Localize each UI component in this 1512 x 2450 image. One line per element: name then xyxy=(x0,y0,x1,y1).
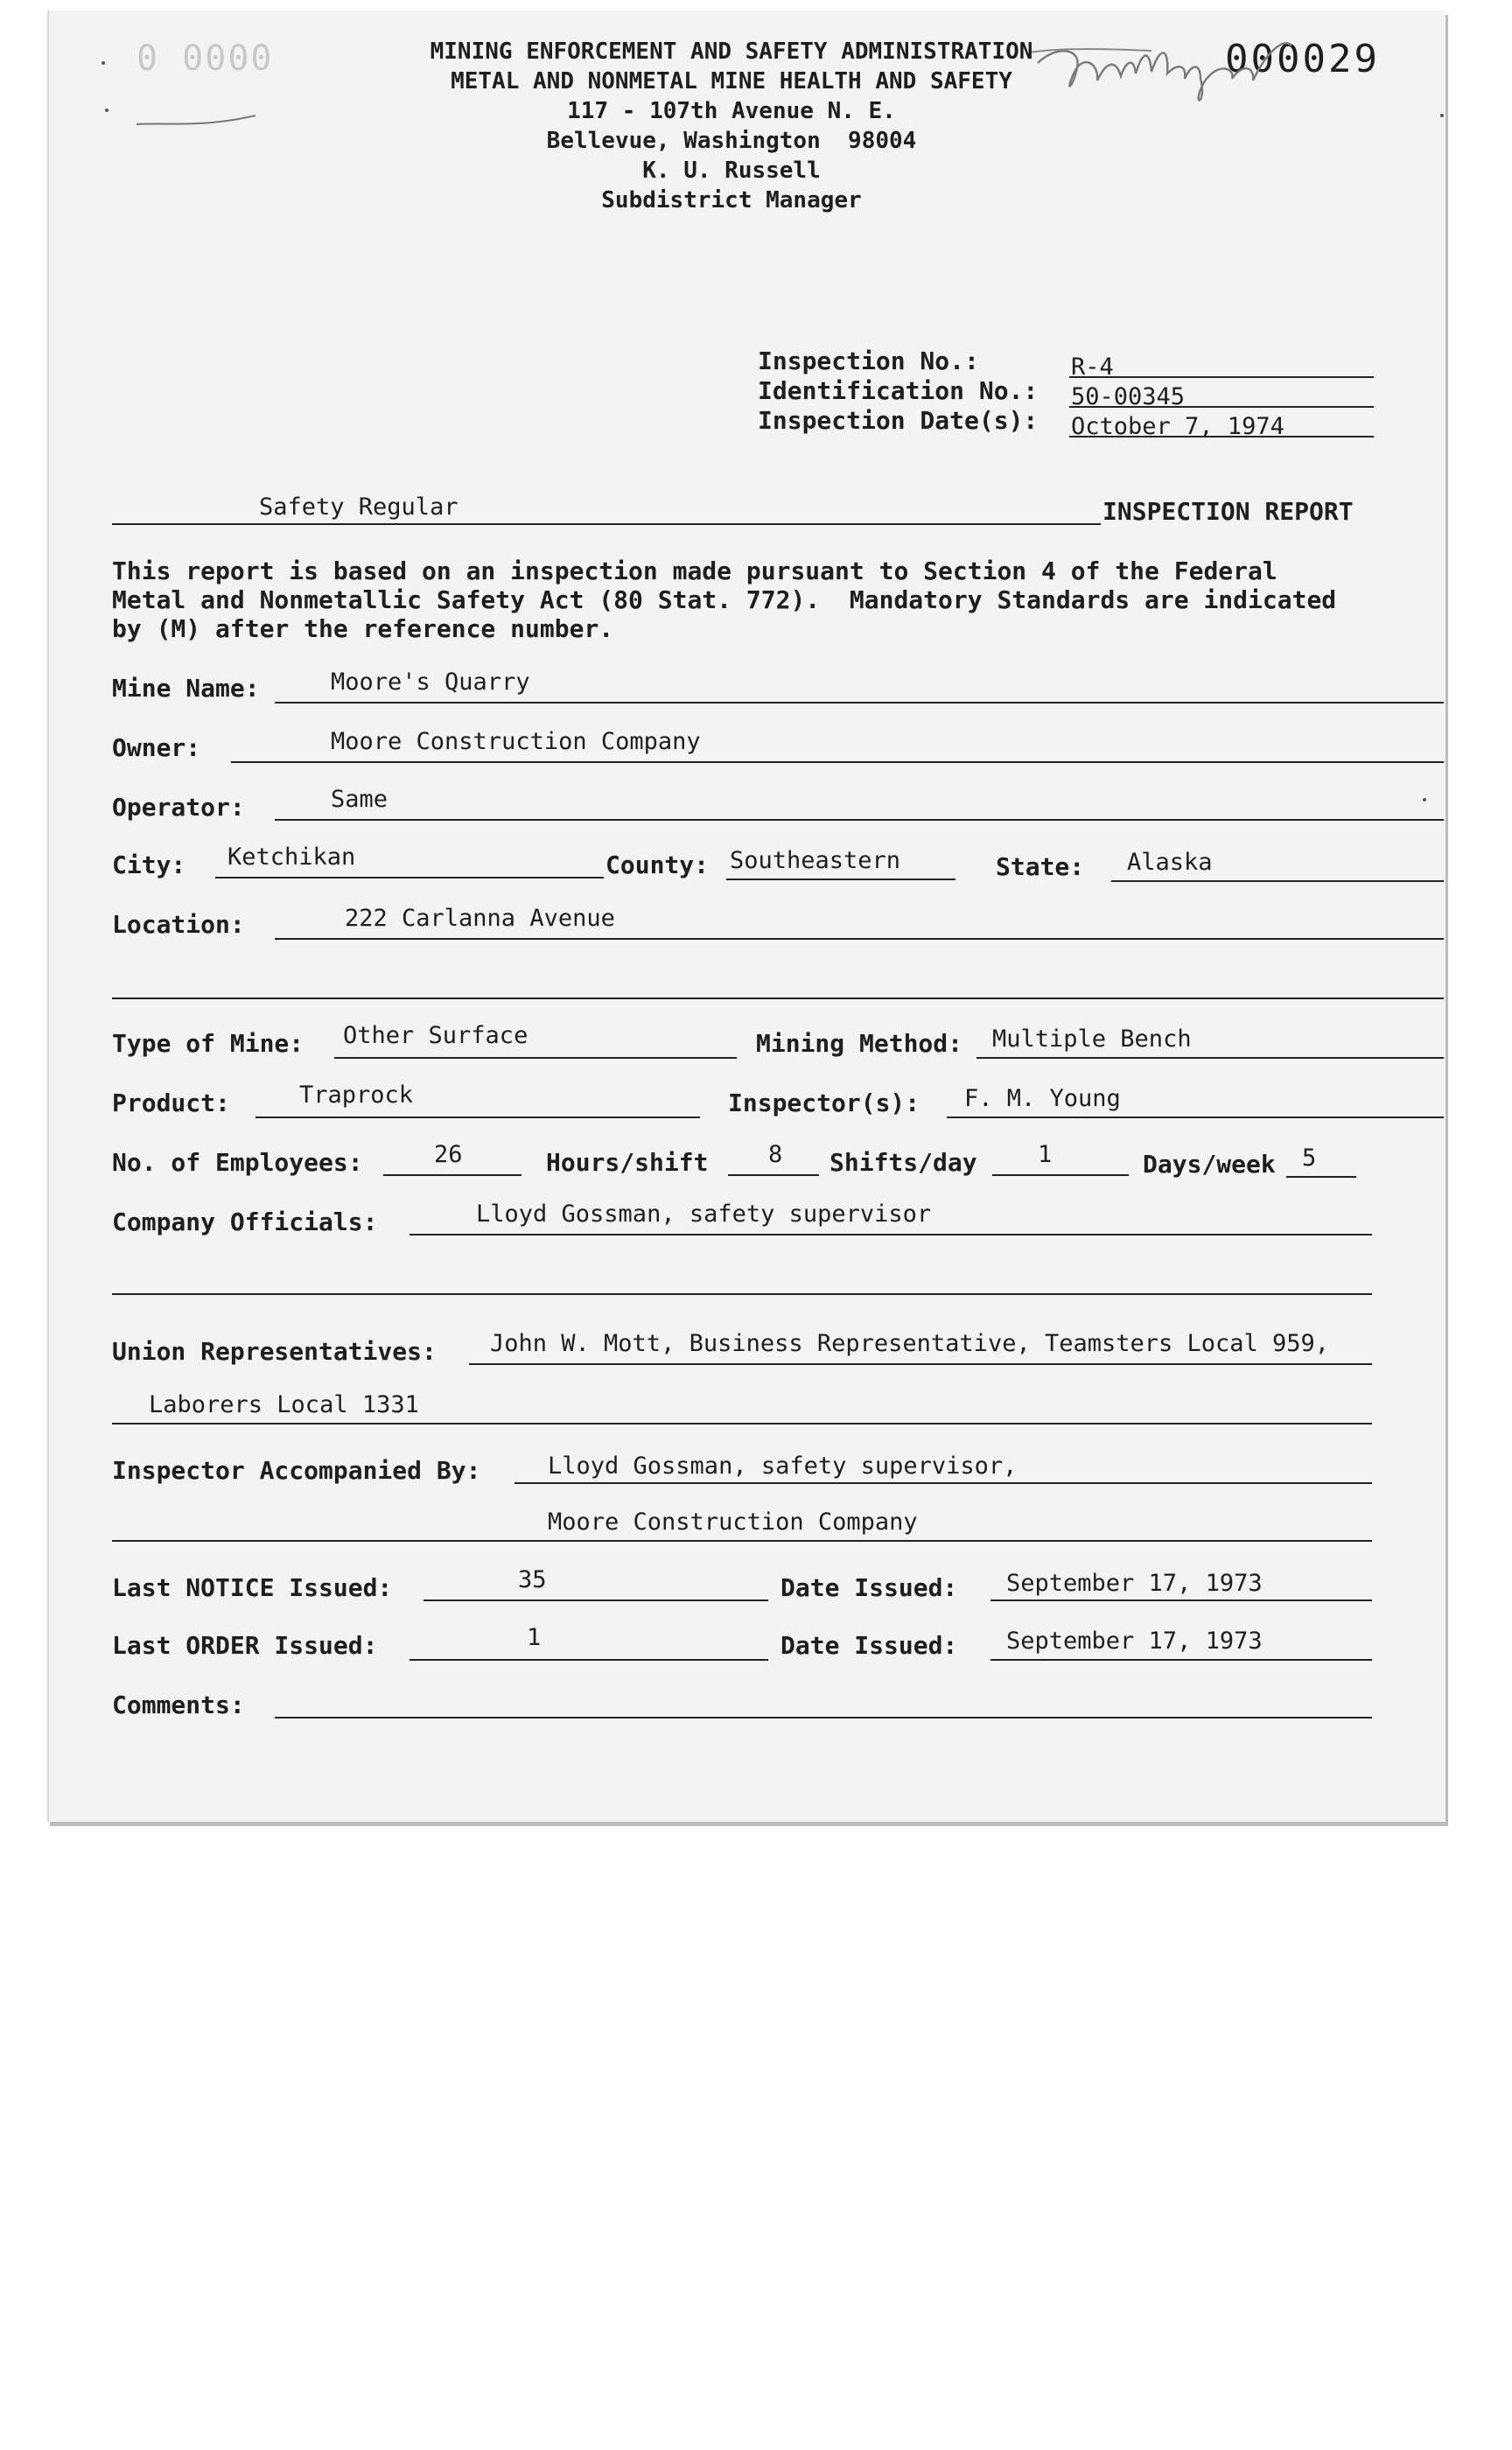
inspection-no-label: Inspection No.: xyxy=(758,346,979,375)
mining-method-line xyxy=(976,1057,1444,1059)
inspection-dates-line xyxy=(1069,436,1374,438)
union-reps-value-2: Laborers Local 1331 xyxy=(149,1391,419,1418)
inspectors-value: F. M. Young xyxy=(964,1085,1121,1112)
mining-method-value: Multiple Bench xyxy=(992,1026,1192,1053)
notice-date-line xyxy=(990,1600,1372,1601)
company-officials-line-2 xyxy=(112,1293,1372,1295)
state-value: Alaska xyxy=(1127,849,1213,876)
product-line xyxy=(256,1116,700,1118)
order-date-line xyxy=(990,1659,1372,1661)
hours-shift-label: Hours/shift xyxy=(546,1148,709,1177)
office-address: 117 - 107th Avenue N. E. xyxy=(567,98,896,124)
inspection-dates-label: Inspection Date(s): xyxy=(758,406,1039,435)
county-value: Southeastern xyxy=(730,847,901,874)
order-date-label: Date Issued: xyxy=(780,1631,958,1660)
last-notice-line xyxy=(424,1600,768,1601)
product-value: Traprock xyxy=(299,1082,414,1109)
identification-no-value: 50-00345 xyxy=(1071,383,1186,410)
union-reps-value-1: John W. Mott, Business Representative, Teamsters Local 959, xyxy=(490,1330,1330,1357)
mine-name-label: Mine Name: xyxy=(112,674,260,703)
document-number-stamp: 000029 xyxy=(1225,37,1380,81)
comments-label: Comments: xyxy=(112,1690,245,1719)
manager-title: Subdistrict Manager xyxy=(601,187,862,214)
faded-page-stamp: 0 0000 xyxy=(136,38,274,79)
intro-line-2: Metal and Nonmetallic Safety Act (80 Stat. 772). Mandatory Standards are indicated xyxy=(112,585,1337,614)
report-type: Safety Regular xyxy=(259,494,458,521)
accompanied-value-1: Lloyd Gossman, safety supervisor, xyxy=(548,1452,1018,1480)
union-reps-line-2 xyxy=(112,1423,1372,1424)
order-date-value: September 17, 1973 xyxy=(1006,1628,1263,1655)
inspectors-label: Inspector(s): xyxy=(728,1088,920,1117)
city-line xyxy=(215,877,604,878)
accompanied-label: Inspector Accompanied By: xyxy=(112,1456,481,1485)
union-reps-line xyxy=(469,1363,1372,1365)
last-notice-label: Last NOTICE Issued: xyxy=(112,1573,393,1602)
accompanied-line-2 xyxy=(112,1540,1372,1542)
inspection-dates-value: October 7, 1974 xyxy=(1071,413,1284,440)
type-of-mine-line xyxy=(334,1057,737,1059)
location-line xyxy=(275,938,1444,940)
report-type-line xyxy=(112,523,1101,525)
city-value: Ketchikan xyxy=(228,844,356,871)
county-line xyxy=(726,878,956,880)
notice-date-label: Date Issued: xyxy=(780,1573,958,1602)
days-week-label: Days/week xyxy=(1143,1150,1276,1179)
last-notice-value: 35 xyxy=(518,1566,547,1593)
company-officials-line xyxy=(410,1234,1372,1236)
office-city-state: Bellevue, Washington 98004 xyxy=(546,128,917,154)
hours-shift-value: 8 xyxy=(768,1141,783,1168)
identification-no-line xyxy=(1069,406,1374,408)
owner-label: Owner: xyxy=(112,733,201,762)
shifts-day-value: 1 xyxy=(1038,1141,1053,1168)
days-week-value: 5 xyxy=(1302,1144,1317,1172)
intro-line-1: This report is based on an inspection made pursuant to Section 4 of the Federal xyxy=(112,556,1278,585)
operator-value: Same xyxy=(331,786,388,813)
employees-line xyxy=(383,1174,522,1176)
shifts-day-label: Shifts/day xyxy=(830,1148,977,1177)
last-order-line xyxy=(410,1659,768,1661)
division-name: METAL AND NONMETAL MINE HEALTH AND SAFETY xyxy=(451,68,1012,94)
mine-name-line xyxy=(275,702,1444,704)
agency-name: MINING ENFORCEMENT AND SAFETY ADMINISTRATION xyxy=(430,38,1033,65)
days-week-line xyxy=(1286,1176,1356,1178)
product-label: Product: xyxy=(112,1088,230,1117)
operator-label: Operator: xyxy=(112,793,245,822)
location-value: 222 Carlanna Avenue xyxy=(345,905,615,932)
mine-name-value: Moore's Quarry xyxy=(331,668,530,696)
scan-speck xyxy=(1440,114,1444,117)
comments-line xyxy=(275,1717,1372,1718)
inspection-no-line xyxy=(1069,376,1374,378)
owner-line xyxy=(231,761,1444,763)
notice-date-value: September 17, 1973 xyxy=(1006,1570,1263,1597)
last-order-label: Last ORDER Issued: xyxy=(112,1631,378,1660)
accompanied-value-2: Moore Construction Company xyxy=(548,1508,918,1536)
location-label: Location: xyxy=(112,910,245,939)
inspection-no-value: R-4 xyxy=(1071,354,1114,381)
accompanied-line xyxy=(514,1482,1372,1484)
owner-value: Moore Construction Company xyxy=(331,728,701,755)
last-order-value: 1 xyxy=(527,1624,542,1651)
intro-line-3: by (M) after the reference number. xyxy=(112,614,614,643)
city-label: City: xyxy=(112,850,186,879)
union-reps-label: Union Representatives: xyxy=(112,1337,437,1366)
operator-line xyxy=(275,819,1444,821)
document-page xyxy=(47,10,1446,1822)
type-of-mine-label: Type of Mine: xyxy=(112,1029,304,1058)
company-officials-label: Company Officials: xyxy=(112,1208,378,1236)
shifts-day-line xyxy=(992,1174,1129,1176)
state-label: State: xyxy=(996,852,1085,881)
location-line-2 xyxy=(112,998,1444,999)
manager-name: K. U. Russell xyxy=(642,158,821,184)
employees-label: No. of Employees: xyxy=(112,1148,363,1177)
county-label: County: xyxy=(606,850,710,879)
state-line xyxy=(1111,880,1444,882)
identification-no-label: Identification No.: xyxy=(758,376,1039,405)
mining-method-label: Mining Method: xyxy=(756,1029,963,1058)
report-title: INSPECTION REPORT xyxy=(1102,497,1354,526)
company-officials-value: Lloyd Gossman, safety supervisor xyxy=(476,1200,932,1228)
inspectors-line xyxy=(947,1116,1444,1118)
type-of-mine-value: Other Surface xyxy=(343,1022,528,1049)
employees-value: 26 xyxy=(434,1141,463,1168)
hours-shift-line xyxy=(728,1174,819,1176)
scan-speck xyxy=(1423,798,1426,802)
